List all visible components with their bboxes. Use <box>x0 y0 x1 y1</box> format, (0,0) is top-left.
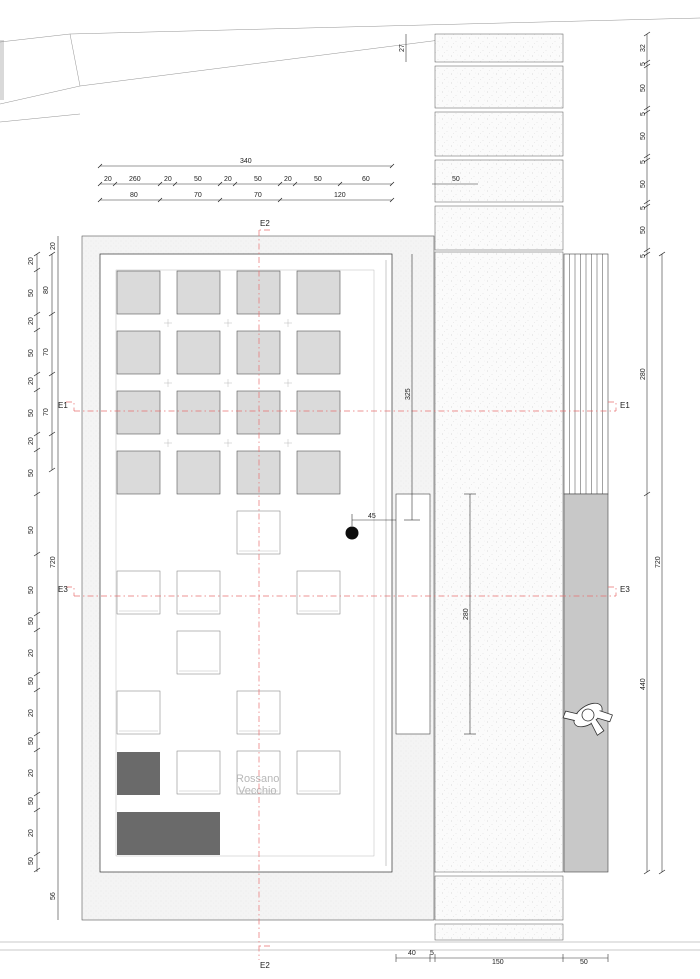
planter-open <box>297 751 340 794</box>
long-bench <box>396 494 430 734</box>
dim-left-outer: 50 <box>28 289 35 297</box>
tree-marker <box>346 527 359 540</box>
planter-open <box>237 691 280 734</box>
planter-open <box>177 751 220 794</box>
watermark-line-2: Vecchio <box>238 785 277 797</box>
planter-grey <box>297 271 340 314</box>
dim-left-outer: 50 <box>28 857 35 865</box>
dim-left-outer: 20 <box>28 377 35 385</box>
dim-right-paving: 50 <box>640 84 647 92</box>
dark-bench-block <box>117 812 220 855</box>
dim-left-outer: 20 <box>28 769 35 777</box>
dim-right-paving: 5 <box>640 254 647 258</box>
dim-left-outer: 50 <box>28 617 35 625</box>
planter-grey <box>117 391 160 434</box>
dim-left-outer: 50 <box>28 677 35 685</box>
planter-grey <box>117 271 160 314</box>
planter-grey <box>297 391 340 434</box>
planter-grey <box>177 331 220 374</box>
planter-open <box>117 571 160 614</box>
planter-open <box>117 691 160 734</box>
dim-top-row2-2: 70 <box>194 192 202 199</box>
paving-column <box>435 34 563 940</box>
dim-left-outer: 50 <box>28 586 35 594</box>
dim-left-outer: 20 <box>28 317 35 325</box>
dim-right-paving: 50 <box>640 180 647 188</box>
planter-grey <box>117 331 160 374</box>
right-dimension-chains <box>640 32 665 874</box>
dim-right-top: 280 <box>640 368 647 380</box>
dim-path-length: 280 <box>463 608 470 620</box>
dim-top-2: 260 <box>129 176 141 183</box>
planter-grey <box>297 451 340 494</box>
section-label-e2-top: E2 <box>260 219 270 228</box>
dim-left-outer: 20 <box>28 437 35 445</box>
dim-top-1: 20 <box>104 176 112 183</box>
dim-step-height: 27 <box>399 44 406 52</box>
dim-left-outer: 50 <box>28 469 35 477</box>
dim-left-outer: 20 <box>28 649 35 657</box>
section-label-e3-left: E3 <box>58 585 68 594</box>
dim-left-outer: 50 <box>28 349 35 357</box>
planter-grey <box>237 391 280 434</box>
dim-left-outer: 50 <box>28 797 35 805</box>
dim-left-outer: 20 <box>28 257 35 265</box>
planter-grey <box>237 331 280 374</box>
dim-left-inner-1: 80 <box>43 286 50 294</box>
dim-top-6: 50 <box>254 176 262 183</box>
planter-grey <box>177 271 220 314</box>
planter-open <box>177 571 220 614</box>
striped-strip <box>564 254 608 872</box>
dim-right-middle: 440 <box>640 678 647 690</box>
dim-bench-length: 325 <box>405 388 412 400</box>
dim-right-paving: 50 <box>640 226 647 234</box>
section-label-e1-left: E1 <box>58 401 68 410</box>
dim-right-paving: 32 <box>640 44 647 52</box>
dim-left-total: 720 <box>50 556 57 568</box>
dim-bottom-4: 50 <box>580 959 588 966</box>
dim-top-row2-1: 80 <box>130 192 138 199</box>
dim-top-total: 340 <box>240 158 252 165</box>
dim-right-total: 720 <box>655 556 662 568</box>
dim-left-inner-2: 70 <box>43 348 50 356</box>
dim-bottom-1: 40 <box>408 950 416 957</box>
planter-grey <box>177 451 220 494</box>
dim-bench-offset: 45 <box>368 513 376 520</box>
dim-right-paving: 50 <box>640 132 647 140</box>
planter-grey <box>237 451 280 494</box>
dim-left-outer: 50 <box>28 409 35 417</box>
dim-right-paving: 5 <box>640 62 647 66</box>
dim-top-3: 20 <box>164 176 172 183</box>
dim-top-7: 20 <box>284 176 292 183</box>
planter-grey <box>237 271 280 314</box>
dim-left-outer: 20 <box>28 709 35 717</box>
dim-bottom-3: 150 <box>492 959 504 966</box>
grey-corner-mark <box>0 40 4 100</box>
dim-left-top: 20 <box>50 242 57 250</box>
planter-open <box>297 571 340 614</box>
dim-left-small: 56 <box>50 892 57 900</box>
dim-left-outer: 50 <box>28 737 35 745</box>
planter-grey <box>117 451 160 494</box>
planter-open <box>177 631 220 674</box>
dim-top-4: 50 <box>194 176 202 183</box>
dim-right-paving: 5 <box>640 112 647 116</box>
section-label-e2-bottom: E2 <box>260 961 270 970</box>
dim-left-outer: 50 <box>28 526 35 534</box>
dim-top-9: 60 <box>362 176 370 183</box>
bottom-dimension-chain <box>396 950 608 966</box>
dim-top-5: 20 <box>224 176 232 183</box>
planter-grey <box>177 391 220 434</box>
dark-planter-block <box>117 752 160 795</box>
dim-top-row2-3: 70 <box>254 192 262 199</box>
planter-grey <box>297 331 340 374</box>
watermark-line-1: Rossano <box>236 773 280 785</box>
section-label-e1-right: E1 <box>620 401 630 410</box>
dim-bottom-2: 5 <box>430 950 434 957</box>
dim-top-row2-4: 120 <box>334 192 346 199</box>
dim-left-inner-3: 70 <box>43 408 50 416</box>
top-dimension-chains <box>98 158 394 202</box>
dim-right-paving: 5 <box>640 206 647 210</box>
dim-step-width: 50 <box>452 176 460 183</box>
section-label-e3-right: E3 <box>620 585 630 594</box>
left-dimension-chains <box>28 236 58 920</box>
dim-right-paving: 5 <box>640 160 647 164</box>
dim-top-8: 50 <box>314 176 322 183</box>
planter-open <box>237 511 280 554</box>
dim-left-outer: 20 <box>28 829 35 837</box>
